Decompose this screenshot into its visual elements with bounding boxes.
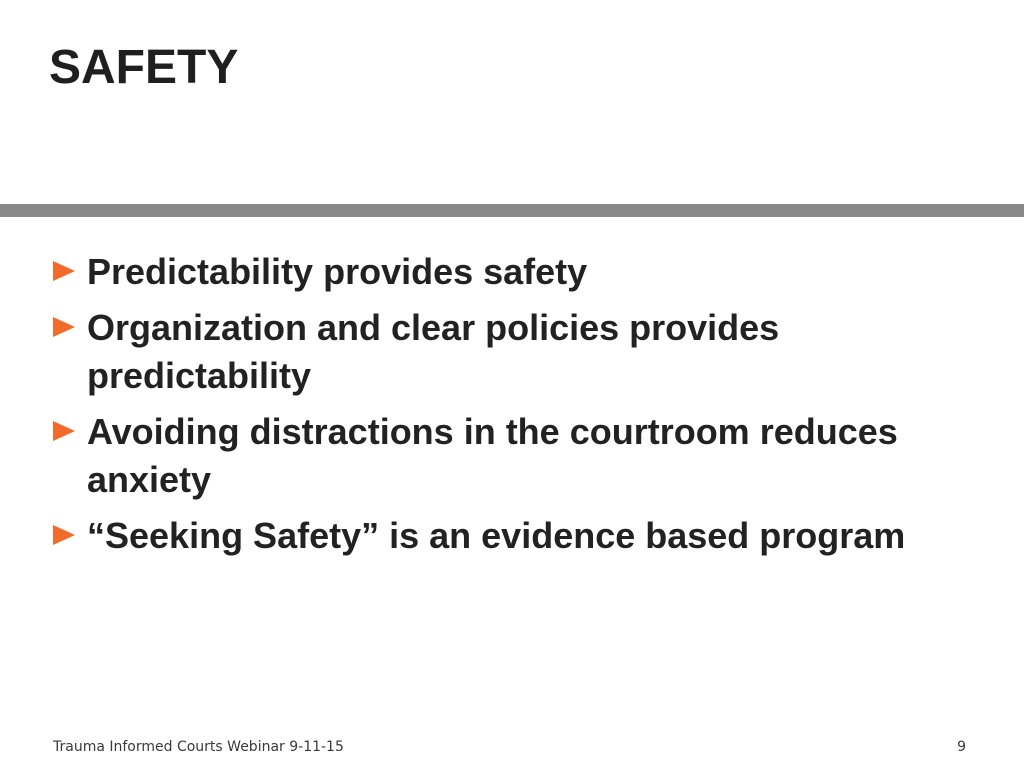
bullet-item-distractions: [51, 408, 951, 504]
bullet-text: Avoiding distractions in the courtroom reduces anxiety: [87, 411, 898, 500]
bullet-text: Organization and clear policies provides predictability: [87, 307, 780, 396]
orange-arrow-icon: [51, 408, 87, 454]
footer-caption: Trauma Informed Courts Webinar 9-11-15: [53, 739, 344, 755]
bullet-text: “Seeking Safety” is an evidence based program: [87, 515, 906, 556]
bullet-text: Predictability provides safety: [87, 251, 588, 292]
bullet-item-predictability: [51, 248, 951, 296]
title-divider-bar: [0, 204, 1024, 217]
bullet-item-organization: [51, 304, 951, 400]
orange-arrow-icon: [51, 304, 87, 350]
orange-arrow-icon: [51, 248, 87, 294]
page-number: 9: [957, 739, 966, 755]
orange-arrow-icon: [51, 512, 87, 558]
bullet-list: [51, 248, 951, 568]
slide-title: SAFETY: [49, 41, 239, 94]
bullet-item-seeking-safety: [51, 512, 951, 560]
